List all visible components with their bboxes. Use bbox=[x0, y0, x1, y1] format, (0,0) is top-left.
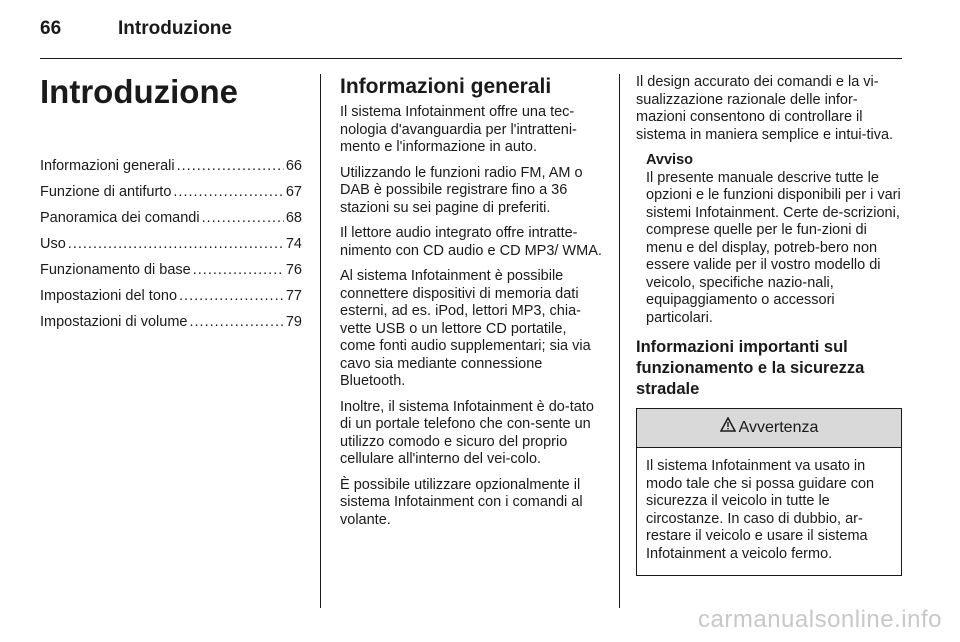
toc-item-page: 74 bbox=[285, 236, 302, 252]
toc-leader bbox=[68, 231, 284, 257]
column-divider bbox=[619, 74, 620, 608]
subsection-heading: Informazioni importanti sul funzionamento e la sicurezza stradale bbox=[636, 338, 865, 398]
toc-item-title: Panoramica dei comandi bbox=[40, 210, 200, 226]
intro-paragraph: Il design accurato dei comandi e la vi-sualizzazione razionale delle infor-mazioni consentono di controllare il sistema in maniera semplice e intui-tiva. bbox=[636, 74, 894, 143]
right-column bbox=[636, 74, 902, 576]
toc-item-title: Funzione di antifurto bbox=[40, 184, 172, 200]
toc-leader bbox=[193, 257, 284, 283]
page-number: 66 bbox=[40, 18, 62, 39]
toc-item-page: 68 bbox=[285, 210, 302, 226]
warning-text: Il sistema Infotainment va usato in modo tale che si possa guidare con sicurezza il veicolo in tutte le circostanze. In caso di dubbio, ar-restare il veicolo e usare il sistema Infotainment a veicolo fermo. bbox=[646, 458, 875, 562]
notice-title: Avviso bbox=[646, 152, 694, 168]
toc-item[interactable] bbox=[40, 205, 302, 231]
table-of-contents bbox=[40, 153, 302, 335]
toc-item[interactable] bbox=[40, 231, 302, 257]
watermark-text: carmanualsonline.info bbox=[698, 606, 942, 633]
header-rule bbox=[40, 58, 902, 59]
notice-text: Il presente manuale descrive tutte le opzioni e le funzioni disponibili per i vari sistemi Infotainment. Certe de-scrizioni, comprese quelle per le fun-zioni di menu e del display, potreb-bero non essere valide per il vostro modello di veicolo, specifiche nazio-nali, equipaggiamento o accessori particolari. bbox=[646, 169, 901, 326]
toc-item-page: 79 bbox=[285, 314, 302, 330]
toc-leader bbox=[179, 283, 284, 309]
toc-item[interactable] bbox=[40, 309, 302, 335]
paragraph: Il sistema Infotainment offre una tec-nologia d'avanguardia per l'intratteni-mento e l'informazione in auto. bbox=[340, 104, 577, 155]
toc-leader bbox=[177, 153, 284, 179]
warning-title: Avvertenza bbox=[738, 419, 819, 436]
warning-triangle-icon bbox=[720, 409, 736, 447]
column-divider bbox=[320, 74, 321, 608]
paragraph: Al sistema Infotainment è possibile connettere dispositivi di memoria dati esterni, ad es. iPod, lettori MP3, chia-vette USB o un lettore CD portatile, come fonti audio supplementari; sia via cavo sia mediante connessione Bluetooth. bbox=[340, 268, 591, 389]
paragraph: Utilizzando le funzioni radio FM, AM o DAB è possibile registrare fino a 36 stazioni su sei pagine di preferiti. bbox=[340, 164, 583, 216]
paragraph: Il lettore audio integrato offre intratte-nimento con CD audio e CD MP3/ WMA. bbox=[340, 225, 602, 259]
toc-leader bbox=[190, 309, 284, 335]
toc-item-page: 66 bbox=[285, 158, 302, 174]
middle-column bbox=[340, 74, 602, 537]
notice-box bbox=[646, 152, 902, 327]
toc-item-page: 77 bbox=[285, 288, 302, 304]
toc-item[interactable] bbox=[40, 257, 302, 283]
toc-leader bbox=[202, 205, 284, 231]
page-header bbox=[40, 18, 232, 40]
toc-item[interactable] bbox=[40, 179, 302, 205]
left-column bbox=[40, 74, 302, 335]
toc-item-title: Uso bbox=[40, 236, 66, 252]
section-heading: Informazioni generali bbox=[340, 75, 552, 98]
warning-header bbox=[637, 409, 901, 448]
toc-item-title: Impostazioni del tono bbox=[40, 288, 178, 304]
toc-item[interactable] bbox=[40, 283, 302, 309]
section-title: Introduzione bbox=[118, 18, 232, 39]
toc-item-page: 67 bbox=[285, 184, 302, 200]
paragraph: Inoltre, il sistema Infotainment è do-tato di un portale telefono che con-sente un utilizzo comodo e sicuro del proprio cellulare all'interno del vei-colo. bbox=[340, 398, 594, 467]
toc-item-title: Impostazioni di volume bbox=[40, 314, 188, 330]
toc-item-page: 76 bbox=[285, 262, 302, 278]
toc-item-title: Informazioni generali bbox=[40, 158, 175, 174]
warning-box bbox=[636, 408, 902, 576]
toc-item[interactable] bbox=[40, 153, 302, 179]
toc-leader bbox=[173, 179, 283, 205]
chapter-title: Introduzione bbox=[40, 73, 238, 110]
paragraph: È possibile utilizzare opzionalmente il sistema Infotainment con i comandi al volante. bbox=[340, 476, 583, 528]
toc-item-title: Funzionamento di base bbox=[40, 262, 191, 278]
